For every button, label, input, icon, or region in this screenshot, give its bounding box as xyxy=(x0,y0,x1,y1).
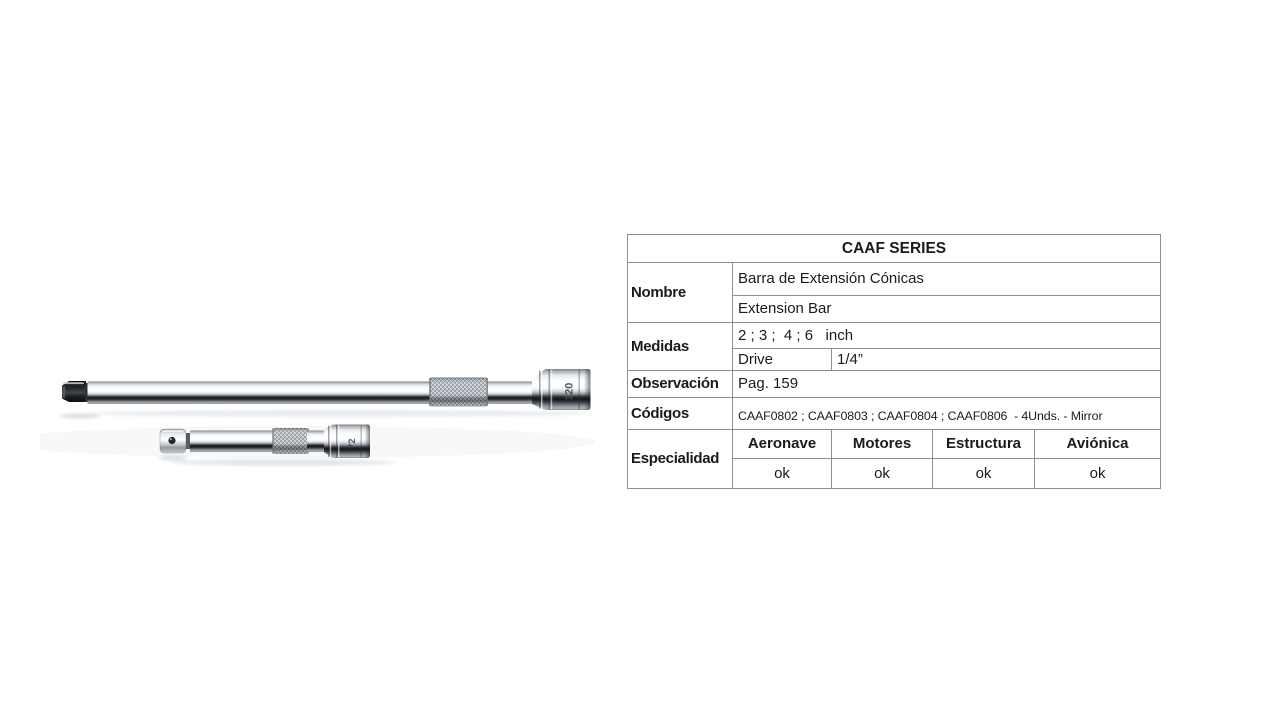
medidas-sizes-value: 2 ; 3 ; 4 ; 6 inch xyxy=(733,323,1161,349)
codigos-value: CAAF0802 ; CAAF0803 ; CAAF0804 ; CAAF0806 - 4Unds. - Mirror xyxy=(733,398,1161,430)
short-bar-neck xyxy=(186,433,190,449)
row-label-observacion: Observación xyxy=(628,371,733,398)
especialidad-ok-avionica: ok xyxy=(1035,459,1161,489)
long-bar-reflection xyxy=(88,410,592,416)
spec-table xyxy=(627,234,1161,489)
short-bar-shaft-segment xyxy=(307,431,324,453)
especialidad-ok-aeronave: ok xyxy=(733,459,832,489)
observacion-value: Pag. 159 xyxy=(733,371,1161,398)
especialidad-ok-estructura: ok xyxy=(933,459,1035,489)
row-label-medidas: Medidas xyxy=(628,323,733,371)
short-bar-knurl-texture xyxy=(272,428,308,454)
especialidad-col-estructura: Estructura xyxy=(933,430,1035,459)
row-label-nombre: Nombre xyxy=(628,263,733,323)
especialidad-col-motores: Motores xyxy=(832,430,933,459)
extension-bars-illustration xyxy=(40,350,610,485)
long-bar-tip-shadow xyxy=(60,413,100,418)
long-bar-collar xyxy=(532,370,545,410)
short-bar-tip-shadow xyxy=(159,456,187,461)
row-label-codigos: Códigos xyxy=(628,398,733,430)
drive-label: Drive xyxy=(733,349,832,371)
product-photo-extension-bars xyxy=(40,350,610,485)
long-bar-drive-tip-icon xyxy=(62,381,86,402)
especialidad-col-aeronave: Aeronave xyxy=(733,430,832,459)
long-bar-socket-head xyxy=(544,369,591,410)
row-label-especialidad: Especialidad xyxy=(628,430,733,489)
long-extension-bar xyxy=(60,369,592,419)
especialidad-col-avionica: Aviónica xyxy=(1035,430,1161,459)
short-bar-reflection xyxy=(171,459,395,465)
short-bar-drive-tip-icon xyxy=(160,429,186,453)
short-extension-bar xyxy=(159,425,395,466)
table-title: CAAF SERIES xyxy=(628,235,1161,263)
nombre-value-english: Extension Bar xyxy=(733,296,1161,323)
especialidad-ok-motores: ok xyxy=(832,459,933,489)
short-bar-shaft xyxy=(190,431,274,453)
short-bar-socket-head xyxy=(332,425,370,459)
nombre-value-spanish: Barra de Extensión Cónicas xyxy=(733,263,1161,296)
drive-value: 1/4” xyxy=(832,349,1161,371)
long-bar-knurl-texture xyxy=(429,378,488,407)
